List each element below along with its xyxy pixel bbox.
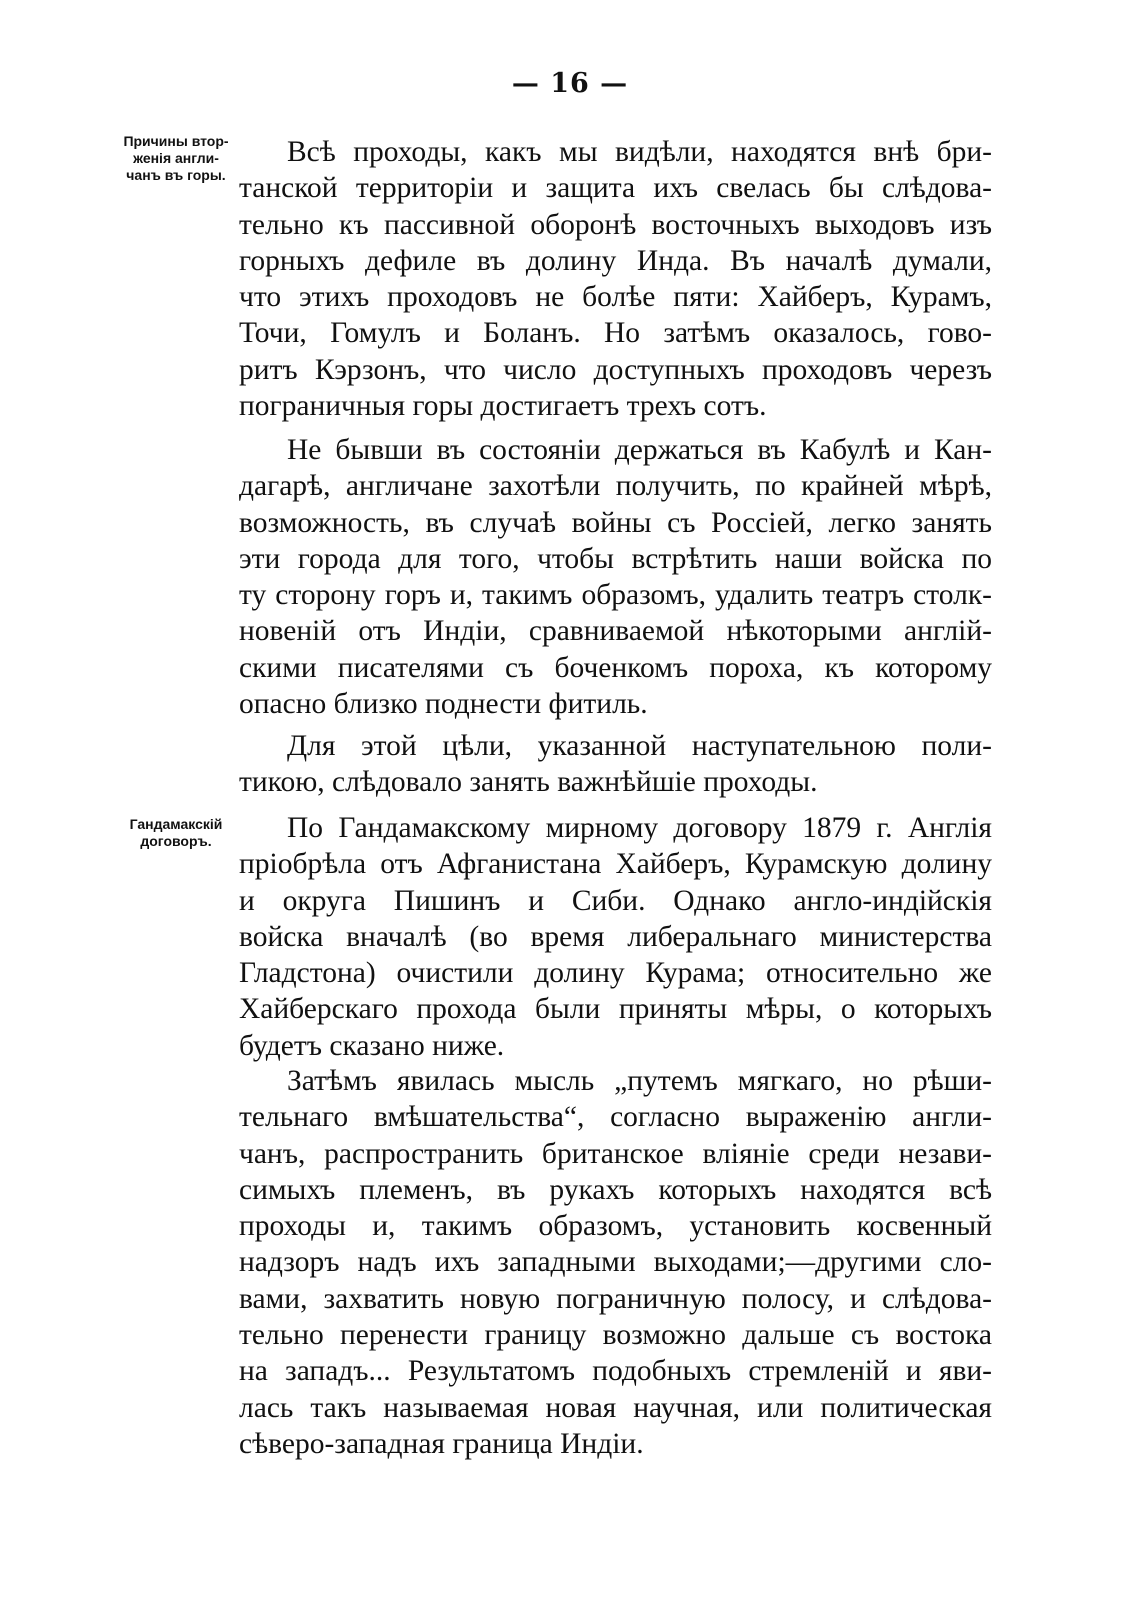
text-line: будетъ сказано ниже.: [239, 1029, 505, 1062]
text-line: пріобрѣла отъ Афганистана Хайберъ, Курамскую долину: [239, 848, 992, 881]
text-line: тикою, слѣдовало занять важнѣйшіе проходы.: [239, 766, 818, 799]
text-line: симыхъ племенъ, въ рукахъ которыхъ находятся всѣ: [239, 1173, 992, 1206]
text-line: надзоръ надъ ихъ западными выходами;—другими сло-: [239, 1246, 992, 1279]
text-line: Точи, Гомулъ и Боланъ. Но затѣмъ оказалось, гово-: [239, 317, 992, 350]
paragraph-3: [239, 728, 992, 801]
text-line: на западъ... Результатомъ подобныхъ стремленій и яви-: [239, 1355, 992, 1388]
margin-note-line: Гандамакскій: [129, 816, 223, 832]
paragraph-2: [239, 432, 992, 722]
text-line: эти города для того, чтобы встрѣтить наши войска по: [239, 542, 992, 575]
paragraph-5: [239, 1063, 992, 1462]
text-line: новеній отъ Индіи, сравниваемой нѣкоторыми англій-: [239, 615, 992, 648]
text-line: По Гандамакскому мирному договору 1879 г. Англія: [287, 812, 992, 844]
margin-note-line: женія англи-: [133, 150, 219, 166]
text-line: тельнаго вмѣшательства“, согласно выраженію англи-: [239, 1101, 992, 1134]
paragraph-4: [239, 810, 992, 1064]
text-line: тельно перенести границу возможно дальше съ востока: [239, 1319, 992, 1352]
text-line: чанъ, распространить британское вліяніе среди незави-: [239, 1137, 992, 1170]
text-line: Для этой цѣли, указанной наступательною поли-: [287, 730, 992, 762]
margin-note-line: Причины втор-: [123, 133, 229, 149]
margin-note-line: договоръ.: [140, 833, 212, 849]
text-line: горныхъ дефиле въ долину Инда. Въ началѣ думали,: [239, 244, 992, 277]
text-line: сѣверо-западная граница Индіи.: [239, 1427, 644, 1460]
margin-note-gandamak-treaty: [112, 816, 240, 850]
text-line: войска вначалѣ (во время либеральнаго министерства: [239, 920, 992, 953]
text-line: Хайберскаго прохода были приняты мѣры, о которыхъ: [239, 993, 992, 1026]
text-line: Затѣмъ явилась мысль „путемъ мягкаго, но рѣши-: [287, 1065, 992, 1097]
text-line: танской территоріи и защита ихъ свелась бы слѣдова-: [239, 172, 992, 205]
text-line: Не бывши въ состояніи держаться въ Кабулѣ и Кан-: [287, 434, 992, 466]
text-line: дагарѣ, англичане захотѣли получить, по крайней мѣрѣ,: [239, 470, 992, 503]
text-line: и округа Пишинъ и Сиби. Однако англо-индійскія: [239, 884, 992, 917]
text-line: вами, захватить новую пограничную полосу, и слѣдова-: [239, 1282, 992, 1315]
text-line: Гладстона) очистили долину Курама; относительно же: [239, 957, 992, 990]
margin-note-invasion: [112, 133, 240, 184]
text-line: Всѣ проходы, какъ мы видѣли, находятся внѣ бри-: [287, 136, 992, 168]
text-line: опасно близко поднести фитиль.: [239, 688, 648, 721]
text-line: пограничныя горы достигаетъ трехъ сотъ.: [239, 390, 767, 423]
text-line: возможность, въ случаѣ войны съ Россіей, легко занять: [239, 506, 992, 539]
text-line: лась такъ называемая новая научная, или политическая: [239, 1391, 992, 1424]
text-line: что этихъ проходовъ не болѣе пяти: Хайберъ, Курамъ,: [239, 281, 992, 314]
page-number: — 16 —: [511, 68, 629, 99]
text-line: ту сторону горъ и, такимъ образомъ, удалить театръ столк-: [239, 579, 992, 612]
text-line: проходы и, такимъ образомъ, установить косвенный: [239, 1210, 992, 1243]
margin-note-line: чанъ въ горы.: [126, 167, 226, 183]
text-line: скими писателями съ боченкомъ пороха, къ которому: [239, 651, 992, 684]
text-line: тельно къ пассивной оборонѣ восточныхъ выходовъ изъ: [239, 208, 992, 241]
text-line: ритъ Кэрзонъ, что число доступныхъ проходовъ черезъ: [239, 353, 992, 386]
paragraph-1: [239, 134, 992, 424]
